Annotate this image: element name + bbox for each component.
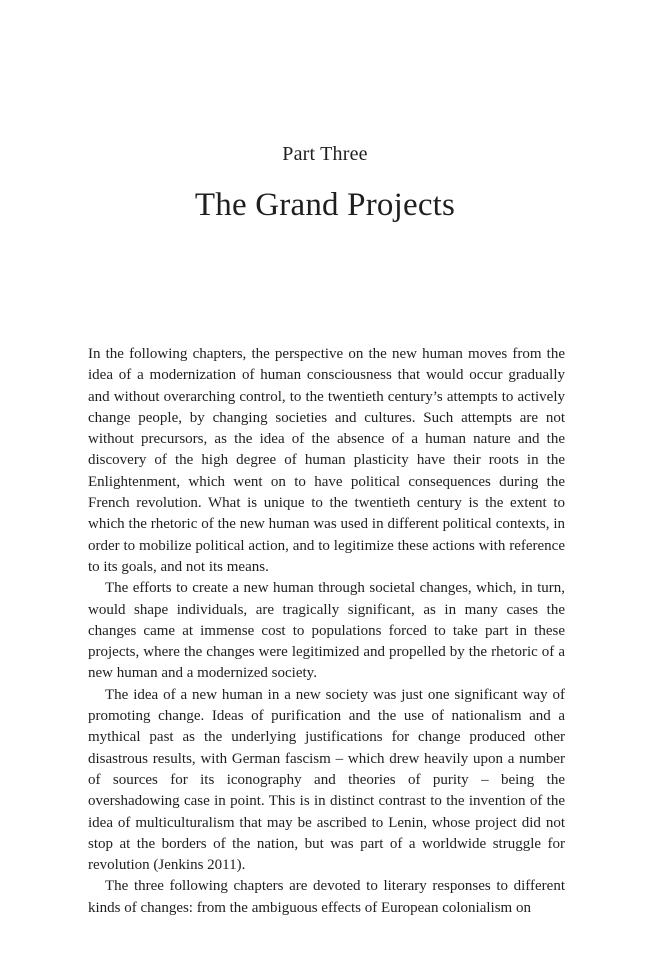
paragraph-2: The efforts to create a new human through societal changes, which, in turn, would shape individuals, are tragically significant, as in many cases the changes came at immense cost to populations forced to take part in these projects, where the changes were legitimized and propelled by the rhetoric of a new human and a modernized society.: [88, 580, 565, 682]
paragraph-3: The idea of a new human in a new society was just one significant way of promoting change. Ideas of purification and the use of nationalism and a mythical past as the underlying justifications for change produced other disastrous results, with German fascism – which drew heavily upon a number of sources for its iconography and theories of purity – being the overshadowing case in point. This is in distinct contrast to the invention of the idea of multiculturalism that may be ascribed to Lenin, whose project did not stop at the borders of the nation, but was part of a worldwide struggle for revolution (Jenkins 2011).: [88, 686, 565, 874]
body-text: [88, 344, 565, 919]
paragraph-4: The three following chapters are devoted to literary responses to different kinds of changes: from the ambiguous effects of European colonialism on: [88, 878, 565, 916]
paragraph-1: In the following chapters, the perspective on the new human moves from the idea of a modernization of human consciousness that would occur gradually and without overarching control, to the twentieth century’s attempts to actively change people, by changing societies and cultures. Such attempts are not without precursors, as the idea of the absence of a human nature and the discovery of the high degree of human plasticity have their roots in the Enlightenment, which went on to have political consequences during the French revolution. What is unique to the twentieth century is the extent to which the rhetoric of the new human was used in different political contexts, in order to mobilize political action, and to legitimize these actions with reference to its goals, and not its means.: [88, 346, 565, 575]
part-title: The Grand Projects: [194, 187, 456, 223]
part-label: Part Three: [282, 143, 368, 165]
